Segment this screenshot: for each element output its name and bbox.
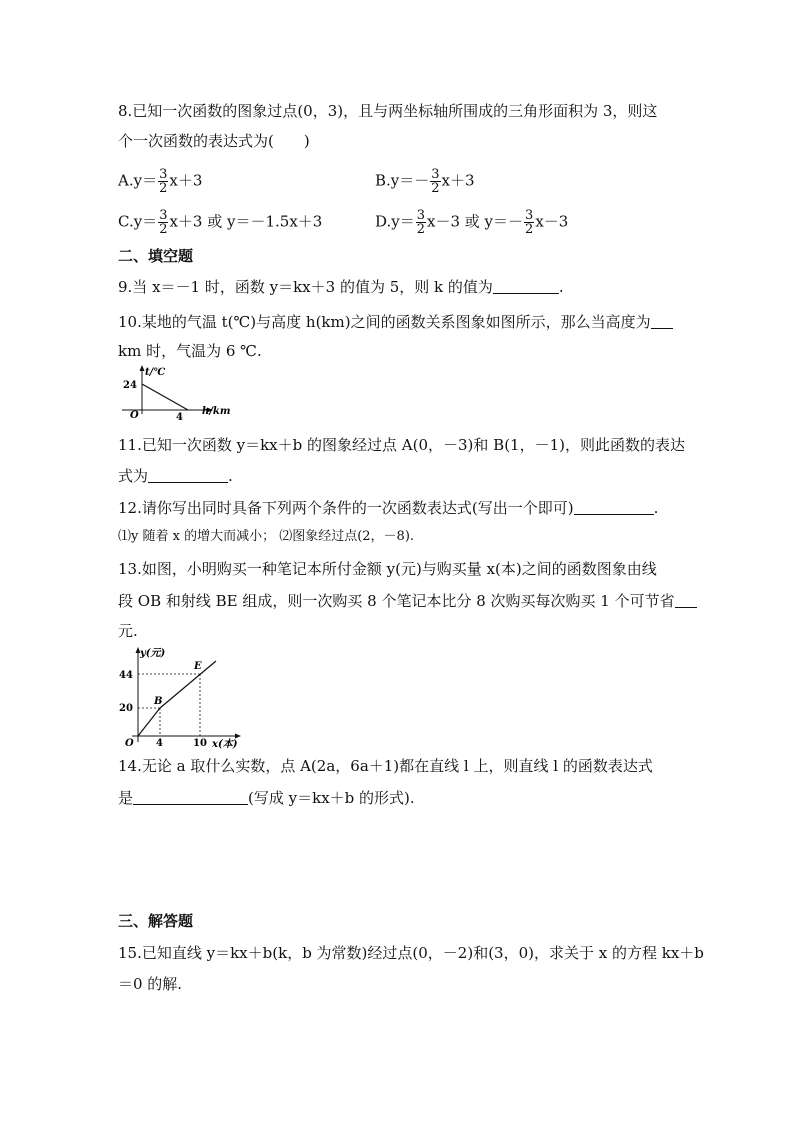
graph1-y-label: t/℃ [145, 367, 166, 378]
notebook-cost-graph [118, 644, 248, 750]
answer-blank [574, 498, 654, 515]
graph1-function-line [142, 384, 188, 410]
graph2-x-label: x(本) [212, 739, 238, 750]
answer-blank [493, 277, 559, 294]
answer-blank [675, 591, 697, 608]
q8-option-d: D.y＝ $\frac{3}{2}$ x－3 或 y＝－ $\frac{3}{2}$ x－3 [375, 208, 569, 237]
graph2-y-tick-20: 20 [119, 703, 133, 714]
q8-line1: 8.已知一次函数的图象过点(0，3)，且与两坐标轴所围成的三角形面积为 3，则这 [118, 102, 658, 120]
q11-line2: 式为 . [118, 467, 233, 485]
graph1-x-label: h/km [202, 406, 231, 417]
graph2-y-tick-44: 44 [119, 670, 133, 681]
q14-line2: 是 (写成 y＝kx＋b 的形式). [118, 789, 415, 807]
section-heading-fill-in: 二、填空题 [118, 247, 194, 265]
answer-blank [148, 466, 228, 483]
graph1-y-tick-24: 24 [123, 380, 137, 391]
graph2-point-e: E [194, 661, 202, 672]
graph1-origin: O [130, 410, 139, 420]
q10-line2: km 时，气温为 6 ℃. [118, 342, 262, 360]
q12-line1: 12.请你写出同时具备下列两个条件的一次函数表达式(写出一个即可) . [118, 499, 659, 517]
temperature-height-graph [118, 364, 238, 420]
graph2-x-tick-4: 4 [156, 738, 163, 749]
q15-line2: ＝0 的解. [118, 975, 183, 993]
section-heading-solutions: 三、解答题 [118, 912, 194, 930]
graph2-origin: O [125, 738, 134, 749]
q8-option-b: B.y＝－ $\frac{3}{2}$ x＋3 [375, 167, 475, 196]
q8-option-c: C.y＝ $\frac{3}{2}$ x＋3 或 y＝－1.5x＋3 [118, 208, 323, 237]
fraction: $\frac{3}{2}$ [525, 208, 534, 237]
answer-blank [133, 788, 248, 805]
graph2-y-label: y(元) [140, 648, 166, 659]
fraction: $\frac{3}{2}$ [416, 208, 426, 237]
graph1-x-tick-4: 4 [176, 412, 183, 420]
graph2-point-b: B [154, 696, 163, 707]
q13-line1: 13.如图，小明购买一种笔记本所付金额 y(元)与购买量 x(本)之间的函数图象由线 [118, 560, 657, 578]
q13-line2: 段 OB 和射线 BE 组成，则一次购买 8 个笔记本比分 8 次购买每次购买 1 个可节省 [118, 590, 697, 612]
fraction: $\frac{3}{2}$ [159, 208, 168, 237]
q9-line: 9.当 x＝－1 时，函数 y＝kx＋3 的值为 5，则 k 的值为 . [118, 278, 564, 296]
graph2-x-tick-10: 10 [193, 738, 207, 749]
graph2-ray-be [160, 661, 216, 708]
q10-line1: 10.某地的气温 t(℃)与高度 h(km)之间的函数关系图象如图所示，那么当高度为 [118, 311, 673, 333]
q12-line2: ⑴y 随着 x 的增大而减小； ⑵图象经过点(2，－8). [118, 529, 415, 544]
fraction: $\frac{3}{2}$ [159, 167, 168, 196]
q8-option-a: A.y＝ $\frac{3}{2}$ x＋3 [118, 167, 203, 196]
q13-line3: 元. [118, 622, 138, 640]
graph2-segment-ob [138, 708, 160, 736]
fraction: $\frac{3}{2}$ [431, 167, 440, 196]
q11-line1: 11.已知一次函数 y＝kx＋b 的图象经过点 A(0，－3)和 B(1，－1)，则此函数的表达 [118, 436, 685, 454]
q8-line2: 个一次函数的表达式为( ) [118, 132, 310, 150]
q14-line1: 14.无论 a 取什么实数，点 A(2a，6a＋1)都在直线 l 上，则直线 l 的函数表达式 [118, 757, 653, 775]
graph1-y-arrow [140, 365, 145, 371]
answer-blank [651, 312, 673, 329]
graph2-x-arrow [235, 734, 241, 739]
q15-line1: 15.已知直线 y＝kx＋b(k，b 为常数)经过点(0，－2)和(3，0)，求关于 x 的方程 kx＋b [118, 944, 704, 962]
